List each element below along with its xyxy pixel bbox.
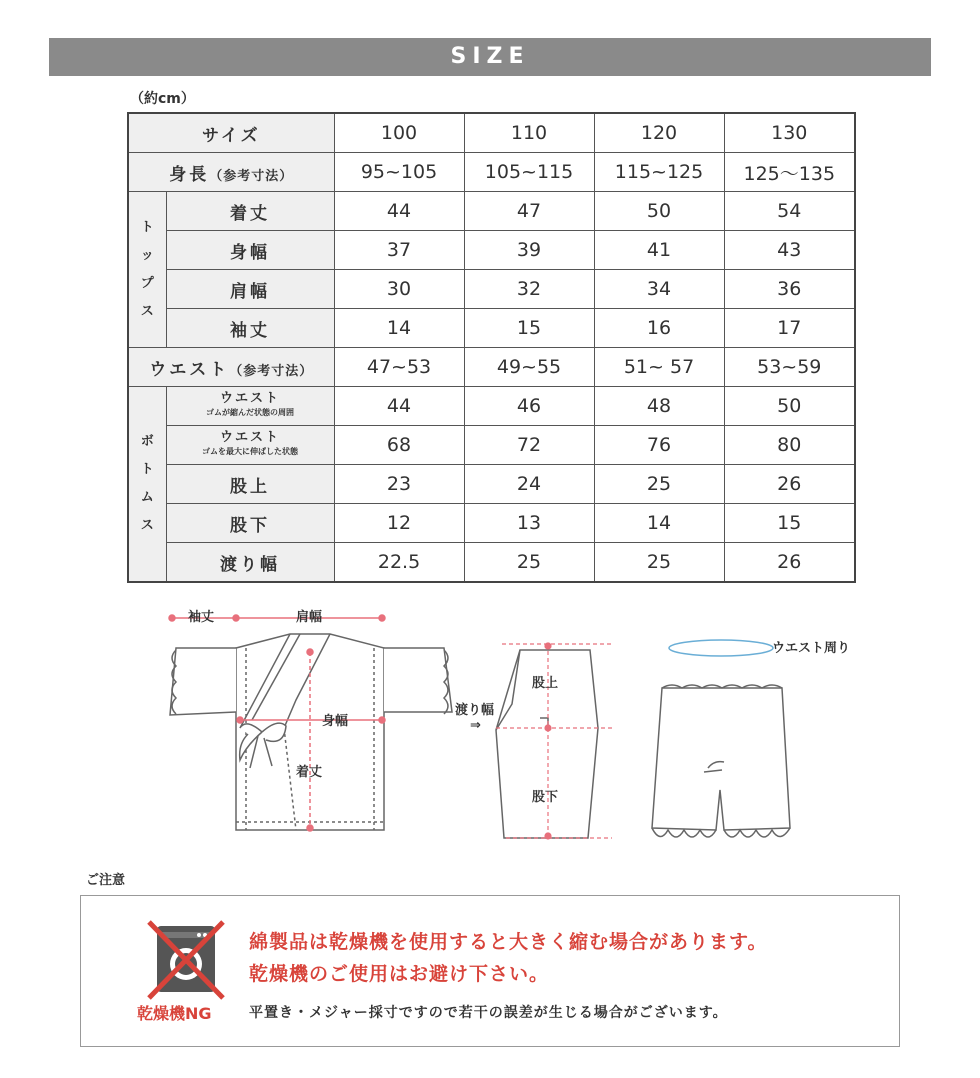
height-label (128, 153, 334, 192)
bottoms-row (128, 426, 855, 465)
bottoms-cell: 25 (464, 543, 594, 583)
tops-cell: 39 (464, 231, 594, 270)
tops-cell: 50 (594, 192, 724, 231)
tops-row-label: 身幅 (166, 231, 334, 270)
tops-cell: 36 (724, 270, 855, 309)
bottoms-cell: 25 (594, 465, 724, 504)
bottoms-cell: 22.5 (334, 543, 464, 583)
waist-ref-cell: 49~55 (464, 348, 594, 387)
bottoms-cell: 25 (594, 543, 724, 583)
bottoms-cell: 80 (724, 426, 855, 465)
measurement-note: 平置き・メジャー採寸ですので若干の誤差が生じる場合がございます。 (249, 1005, 728, 1021)
tops-row-label: 袖丈 (166, 309, 334, 348)
shoulder-width-label: 肩幅 (296, 610, 323, 625)
size-header-label: サイズ (128, 113, 334, 153)
tops-row (128, 231, 855, 270)
thigh-width-label: 渡り幅 (455, 703, 495, 718)
caution-box (80, 895, 900, 1047)
unit-note: （約cm） (130, 91, 195, 107)
waist-ref-label-sub: （参考寸法） (229, 363, 314, 379)
bottoms-row (128, 387, 855, 426)
bottoms-row-label-note: ゴムを最大に伸ばした状態 (202, 447, 298, 456)
tops-cell: 15 (464, 309, 594, 348)
tops-cell: 37 (334, 231, 464, 270)
bottoms-cell: 14 (594, 504, 724, 543)
size-banner: SIZE (49, 38, 931, 76)
tops-row (128, 309, 855, 348)
bottoms-cell: 24 (464, 465, 594, 504)
waist-ref-cell: 51~ 57 (594, 348, 724, 387)
body-width-label: 身幅 (322, 714, 349, 729)
tops-cell: 47 (464, 192, 594, 231)
bottoms-group-text: ボトムス (140, 434, 154, 533)
bottoms-cell: 68 (334, 426, 464, 465)
bottoms-row (128, 543, 855, 583)
caution-title: ご注意 (86, 873, 126, 888)
bottoms-cell: 12 (334, 504, 464, 543)
sleeve-length-label: 袖丈 (188, 610, 215, 625)
waist-ref-cell: 47~53 (334, 348, 464, 387)
tops-cell: 43 (724, 231, 855, 270)
tops-row (128, 270, 855, 309)
size-header-cell: 100 (334, 113, 464, 153)
waist-ref-cell: 53~59 (724, 348, 855, 387)
height-label-main: 身長 (169, 164, 210, 185)
tops-cell: 32 (464, 270, 594, 309)
height-row (128, 153, 855, 192)
size-table (127, 112, 856, 583)
tops-cell: 54 (724, 192, 855, 231)
bottoms-cell: 13 (464, 504, 594, 543)
bottoms-cell: 46 (464, 387, 594, 426)
bottoms-row (128, 465, 855, 504)
warning-line-1: 綿製品は乾燥機を使用すると大きく縮む場合があります。 (249, 931, 768, 953)
bottoms-row-label-note: ゴムが縮んだ状態の周囲 (206, 408, 294, 417)
size-header-cell: 120 (594, 113, 724, 153)
tops-cell: 14 (334, 309, 464, 348)
tops-row-label: 着丈 (166, 192, 334, 231)
waist-ref-label (128, 348, 334, 387)
dryer-ng-label: 乾燥機NG (137, 1004, 212, 1023)
bottoms-cell: 26 (724, 465, 855, 504)
bottoms-cell: 72 (464, 426, 594, 465)
bottoms-row-label (166, 426, 334, 465)
height-cell: 115~125 (594, 153, 724, 192)
size-header-cell: 110 (464, 113, 594, 153)
bottoms-group-label (128, 387, 166, 583)
waist-around-label: ウエスト周り (772, 641, 851, 656)
bottoms-cell: 15 (724, 504, 855, 543)
waist-ref-label-main: ウエスト (149, 359, 230, 380)
height-cell: 125～135 (724, 153, 855, 192)
bottoms-row-label: 渡り幅 (166, 543, 334, 583)
tops-row-label: 肩幅 (166, 270, 334, 309)
bottoms-row-label (166, 387, 334, 426)
no-dryer-icon (143, 918, 227, 1002)
bottoms-cell: 48 (594, 387, 724, 426)
height-cell: 105~115 (464, 153, 594, 192)
tops-group-text: トップス (140, 219, 154, 319)
bottoms-cell: 44 (334, 387, 464, 426)
height-label-sub: （参考寸法） (209, 168, 294, 184)
height-cell: 95~105 (334, 153, 464, 192)
tops-cell: 41 (594, 231, 724, 270)
bottoms-row-label-main: ウエスト (220, 391, 281, 406)
size-header-row (128, 113, 855, 153)
tops-cell: 30 (334, 270, 464, 309)
waist-ref-row (128, 348, 855, 387)
warning-line-2: 乾燥機のご使用はお避け下さい。 (249, 963, 550, 985)
bottoms-row-label: 股下 (166, 504, 334, 543)
bottoms-row-label-main: ウエスト (220, 430, 281, 445)
bottoms-cell: 50 (724, 387, 855, 426)
bottoms-cell: 23 (334, 465, 464, 504)
measurement-diagrams (0, 600, 980, 860)
tops-group-label (128, 192, 166, 348)
tops-row (128, 192, 855, 231)
tops-cell: 17 (724, 309, 855, 348)
inseam-label: 股下 (532, 790, 559, 805)
bottoms-row (128, 504, 855, 543)
rise-label: 股上 (532, 676, 559, 691)
bottoms-row-label: 股上 (166, 465, 334, 504)
tops-cell: 34 (594, 270, 724, 309)
body-length-label: 着丈 (296, 765, 323, 780)
size-header-cell: 130 (724, 113, 855, 153)
bottoms-cell: 26 (724, 543, 855, 583)
bottoms-cell: 76 (594, 426, 724, 465)
tops-cell: 44 (334, 192, 464, 231)
top-garment-illustration (170, 634, 452, 830)
shorts-illustration (652, 640, 790, 837)
tops-cell: 16 (594, 309, 724, 348)
thigh-width-arrow: ⇒ (470, 718, 481, 733)
